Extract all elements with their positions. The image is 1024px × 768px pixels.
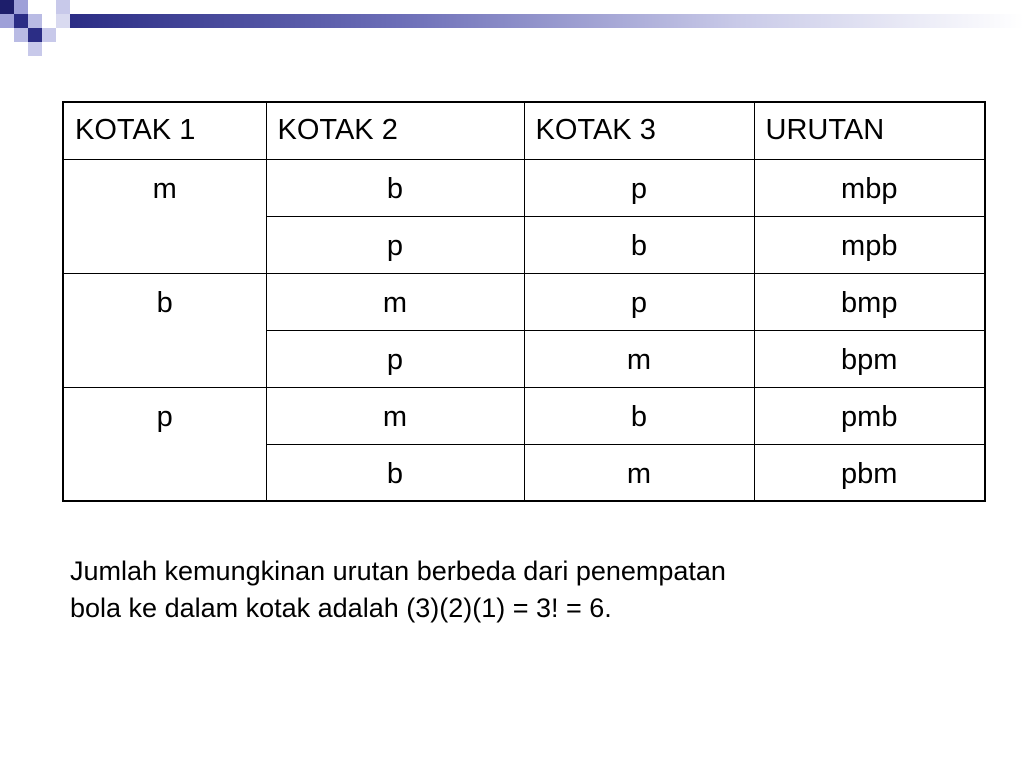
cell-kotak-2: p xyxy=(266,330,524,387)
table-row xyxy=(63,273,985,330)
cell-kotak-3: m xyxy=(524,330,754,387)
header-decor-square xyxy=(56,14,70,28)
cell-kotak-2: m xyxy=(266,273,524,330)
cell-urutan: mbp xyxy=(754,159,985,216)
cell-urutan: pmb xyxy=(754,387,985,444)
header-decor-square xyxy=(0,0,14,14)
cell-kotak-2: b xyxy=(266,444,524,501)
header-gradient-bar xyxy=(70,14,1024,28)
cell-kotak-3: p xyxy=(524,273,754,330)
header-decor-square xyxy=(14,0,28,14)
header-decor-square xyxy=(28,42,42,56)
table-row xyxy=(63,159,985,216)
cell-kotak-1: m xyxy=(63,159,266,273)
cell-kotak-1: p xyxy=(63,387,266,501)
header-decor-square xyxy=(56,0,70,14)
header-kotak-2: KOTAK 2 xyxy=(266,102,524,159)
header-decor-square xyxy=(28,28,42,42)
table-header-row xyxy=(63,102,985,159)
cell-urutan: bpm xyxy=(754,330,985,387)
cell-kotak-3: b xyxy=(524,216,754,273)
caption-text xyxy=(70,553,970,627)
cell-kotak-3: m xyxy=(524,444,754,501)
cell-urutan: pbm xyxy=(754,444,985,501)
cell-kotak-2: m xyxy=(266,387,524,444)
header-kotak-3: KOTAK 3 xyxy=(524,102,754,159)
caption-line-1: Jumlah kemungkinan urutan berbeda dari penempatan xyxy=(70,556,726,586)
cell-kotak-2: p xyxy=(266,216,524,273)
cell-urutan: bmp xyxy=(754,273,985,330)
cell-kotak-1: b xyxy=(63,273,266,387)
header-urutan: URUTAN xyxy=(754,102,985,159)
header-decor-square xyxy=(14,14,28,28)
header-kotak-1: KOTAK 1 xyxy=(63,102,266,159)
cell-kotak-2: b xyxy=(266,159,524,216)
cell-kotak-3: b xyxy=(524,387,754,444)
header-decor-square xyxy=(42,28,56,42)
permutation-table xyxy=(62,101,986,502)
caption-line-2: bola ke dalam kotak adalah (3)(2)(1) = 3! = 6. xyxy=(70,593,612,623)
cell-urutan: mpb xyxy=(754,216,985,273)
cell-kotak-3: p xyxy=(524,159,754,216)
header-decor-square xyxy=(28,14,42,28)
table-row xyxy=(63,387,985,444)
header-decor-square xyxy=(14,28,28,42)
header-decor-square xyxy=(0,14,14,28)
